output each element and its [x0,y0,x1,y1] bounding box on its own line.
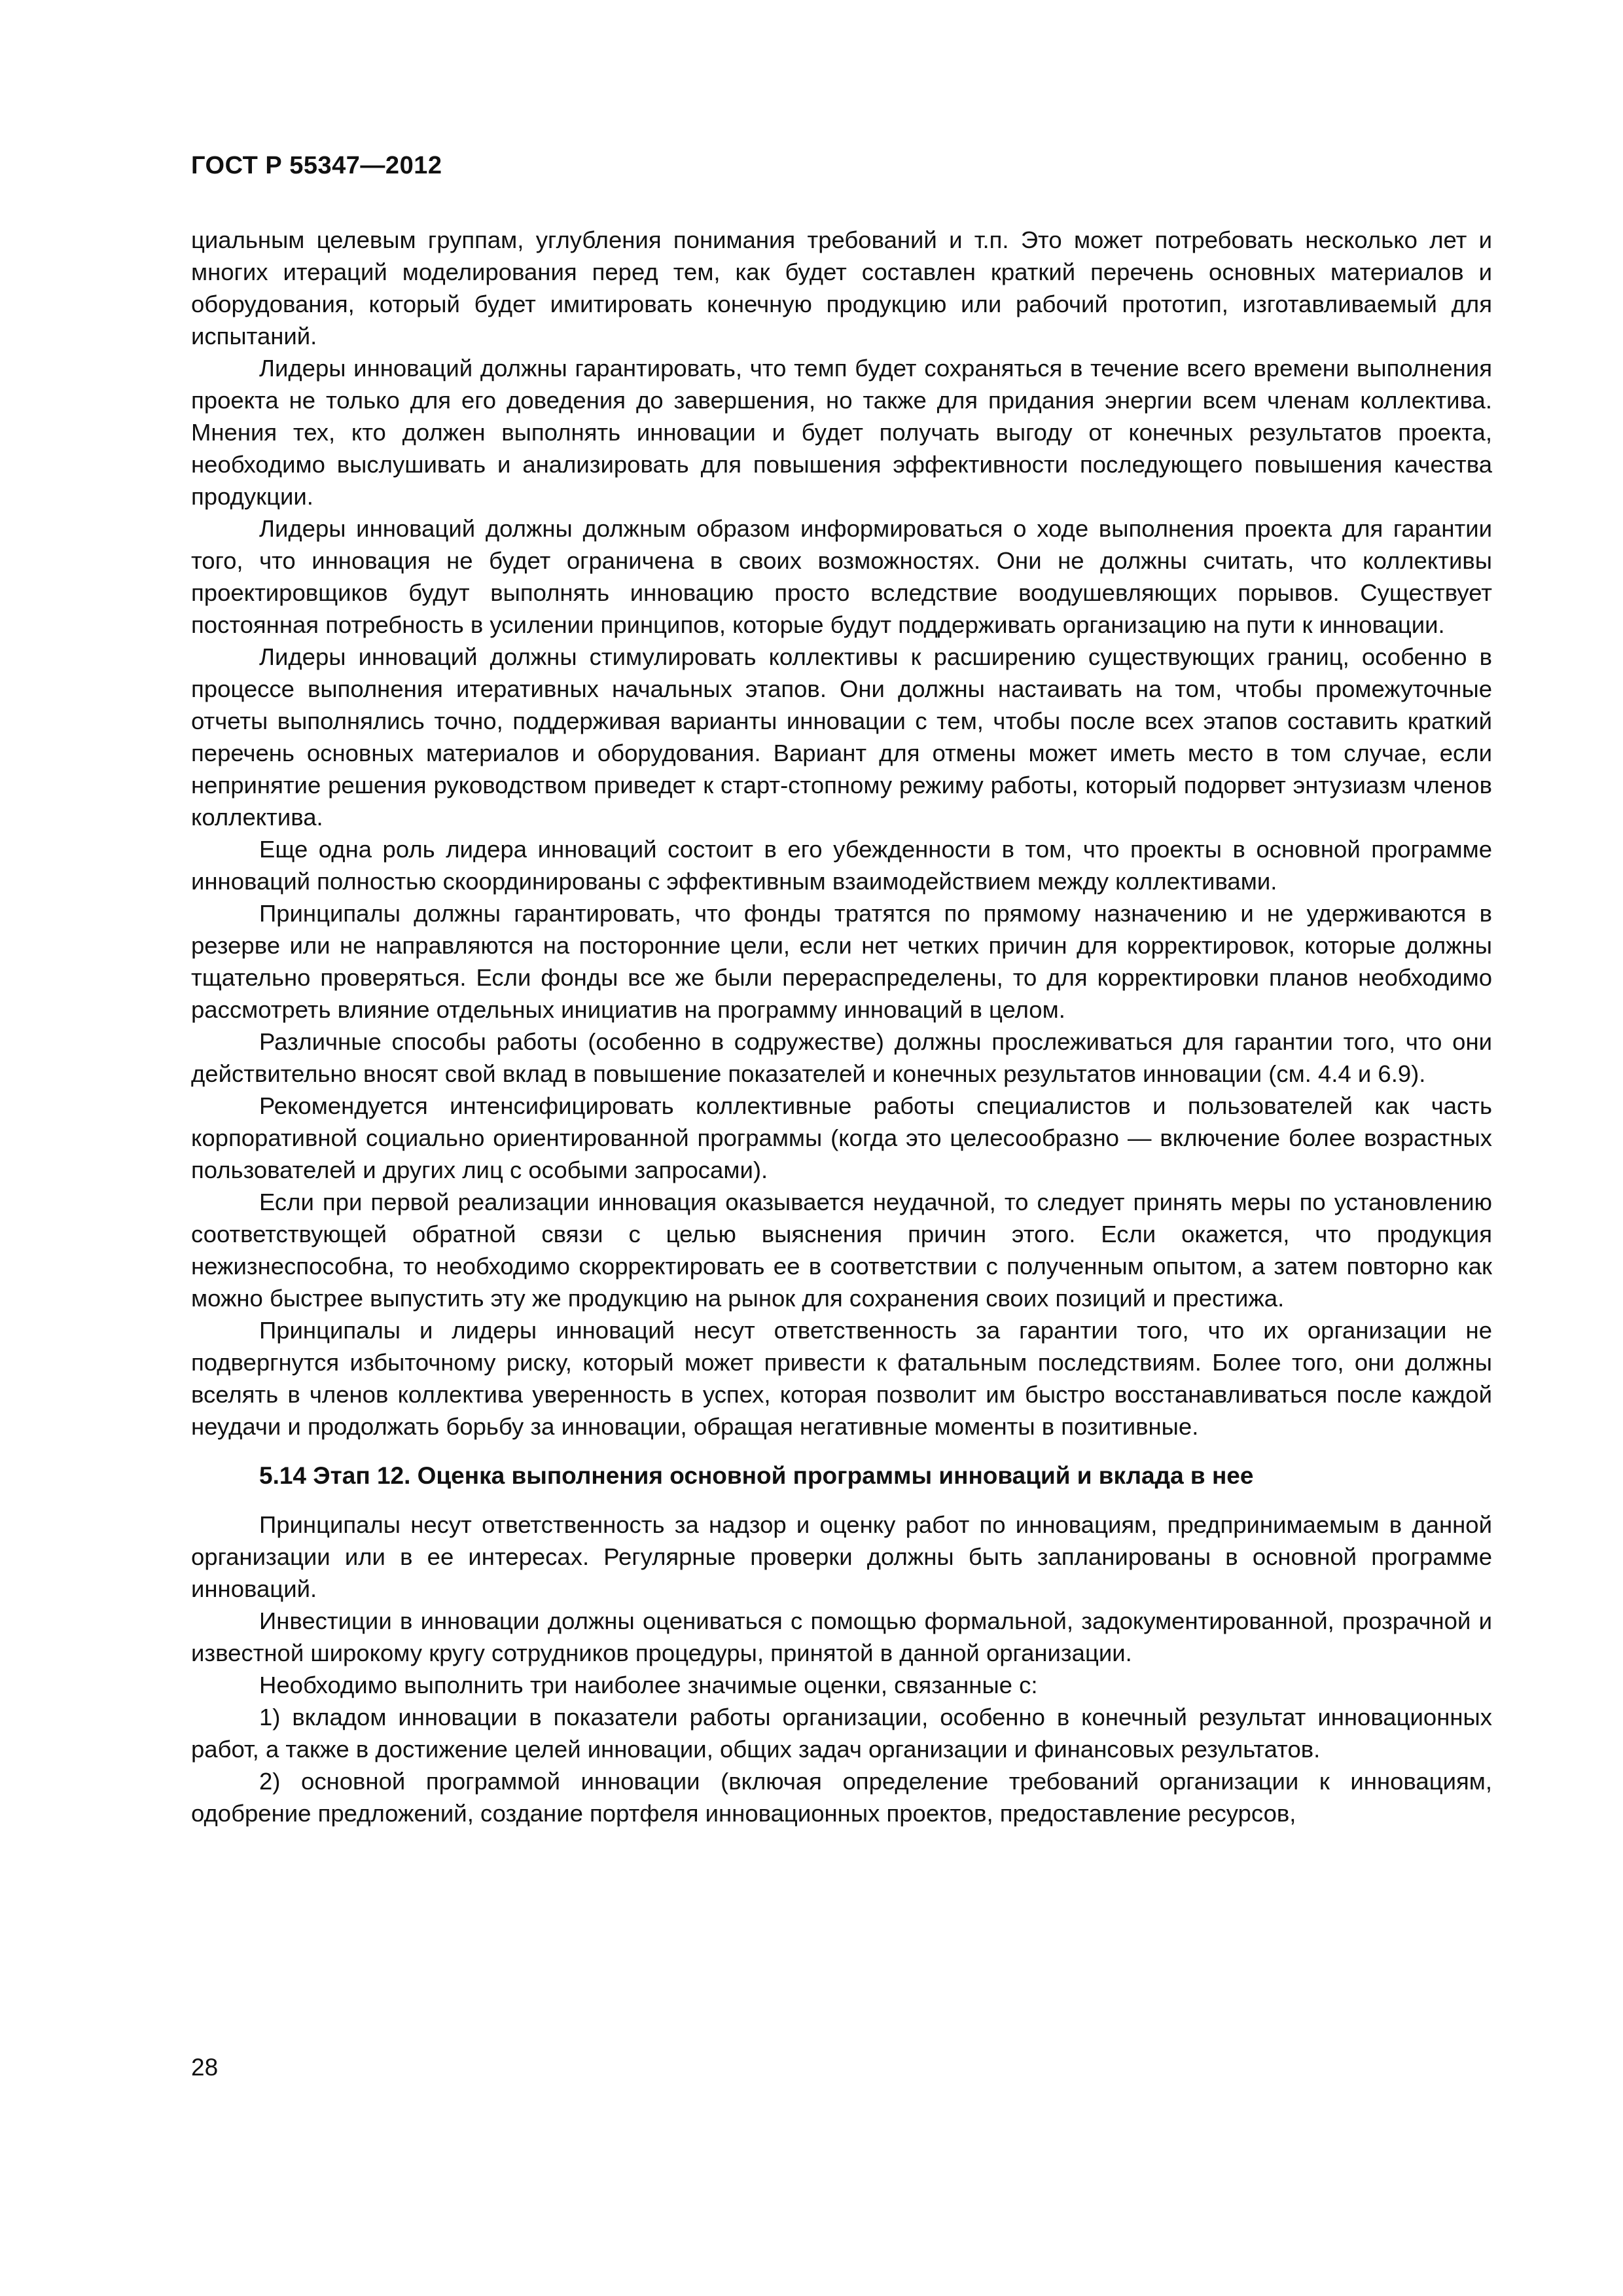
paragraph: Принципалы несут ответственность за надзор и оценку работ по инновациям, предпринимаемым в данной организации или в ее интересах. Регулярные проверки должны быть запланированы в основной программе инноваций. [191,1511,1492,1602]
paragraph-continuation: циальным целевым группам, углубления понимания требований и т.п. Это может потребовать несколько лет и многих итераций моделирования перед тем, как будет составлен краткий перечень основных материалов и оборудования, который будет имитировать конечную продукцию или рабочий прототип, изготавливаемый для испытаний. [191,226,1492,350]
page-number: 28 [191,2054,219,2081]
document-header: ГОСТ Р 55347—2012 [191,152,442,179]
paragraph: Инвестиции в инновации должны оцениваться с помощью формальной, задокументированной, прозрачной и известной широкому кругу сотрудников процедуры, принятой в данной организации. [191,1607,1492,1666]
paragraph: Принципалы и лидеры инноваций несут ответственность за гарантии того, что их организации не подвергнутся избыточному риску, который может привести к фатальным последствиям. Более того, они должны вселять в членов коллектива уверенность в успех, которая позволит им быстро восстанавливаться после каждой неудачи и продолжать борьбу за инновации, обращая негативные моменты в позитивные. [191,1317,1492,1440]
paragraph: Принципалы должны гарантировать, что фонды тратятся по прямому назначению и не удерживаются в резерве или не направляются на посторонние цели, если нет четких причин для корректировок, которые должны тщательно проверяться. Если фонды все же были перераспределены, то для корректировки планов необходимо рассмотреть влияние отдельных инициатив на программу инноваций в целом. [191,900,1492,1023]
section-heading: 5.14 Этап 12. Оценка выполнения основной программы инноваций и вклада в нее [259,1462,1254,1489]
paragraph: Рекомендуется интенсифицировать коллективные работы специалистов и пользователей как часть корпоративной социально ориентированной программы (когда это целесообразно — включение более возрастных пользователей и других лиц с особыми запросами). [191,1092,1492,1183]
document-body [191,224,1492,1829]
paragraph: Если при первой реализации инновация оказывается неудачной, то следует принять меры по установлению соответствующей обратной связи с целью выяснения причин этого. Если окажется, что продукция нежизнеспособна, то необходимо скорректировать ее в соответствии с полученным опытом, а затем повторно как можно быстрее выпустить эту же продукцию на рынок для сохранения своих позиций и престижа. [191,1189,1492,1312]
paragraph: Различные способы работы (особенно в содружестве) должны прослеживаться для гарантии того, что они действительно вносят свой вклад в повышение показателей и конечных результатов инновации (см. 4.4 и 6.9). [191,1028,1492,1087]
paragraph: Лидеры инноваций должны должным образом информироваться о ходе выполнения проекта для гарантии того, что инновация не будет ограничена в своих возможностях. Они не должны считать, что коллективы проектировщиков будут выполнять инновацию просто вследствие воодушевляющих порывов. Существует постоянная потребность в усилении принципов, которые будут поддерживать организацию на пути к инновации. [191,515,1492,638]
paragraph: Лидеры инноваций должны гарантировать, что темп будет сохраняться в течение всего времени выполнения проекта не только для его доведения до завершения, но также для придания энергии всем членам коллектива. Мнения тех, кто должен выполнять инновации и будет получать выгоду от конечных результатов проекта, необходимо выслушивать и анализировать для повышения эффективности последующего повышения качества продукции. [191,355,1492,510]
paragraph: Необходимо выполнить три наиболее значимые оценки, связанные с: [259,1672,1038,1698]
paragraph: Еще одна роль лидера инноваций состоит в его убежденности в том, что проекты в основной программе инноваций полностью скоординированы с эффективным взаимодействием между коллективами. [191,836,1492,895]
paragraph: Лидеры инноваций должны стимулировать коллективы к расширению существующих границ, особенно в процессе выполнения итеративных начальных этапов. Они должны настаивать на том, чтобы промежуточные отчеты выполнялись точно, поддерживая варианты инновации с тем, чтобы после всех этапов составить краткий перечень основных материалов и оборудования. Вариант для отмены может иметь место в том случае, если непринятие решения руководством приведет к старт-стопному режиму работы, который подорвет энтузиазм членов коллектива. [191,643,1492,831]
list-item: 2) основной программой инновации (включая определение требований организации к инновациям, одобрение предложений, создание портфеля инновационных проектов, предоставление ресурсов, [191,1768,1492,1827]
list-item: 1) вкладом инновации в показатели работы организации, особенно в конечный результат инновационных работ, а также в достижение целей инновации, общих задач организации и финансовых результатов. [191,1704,1492,1763]
